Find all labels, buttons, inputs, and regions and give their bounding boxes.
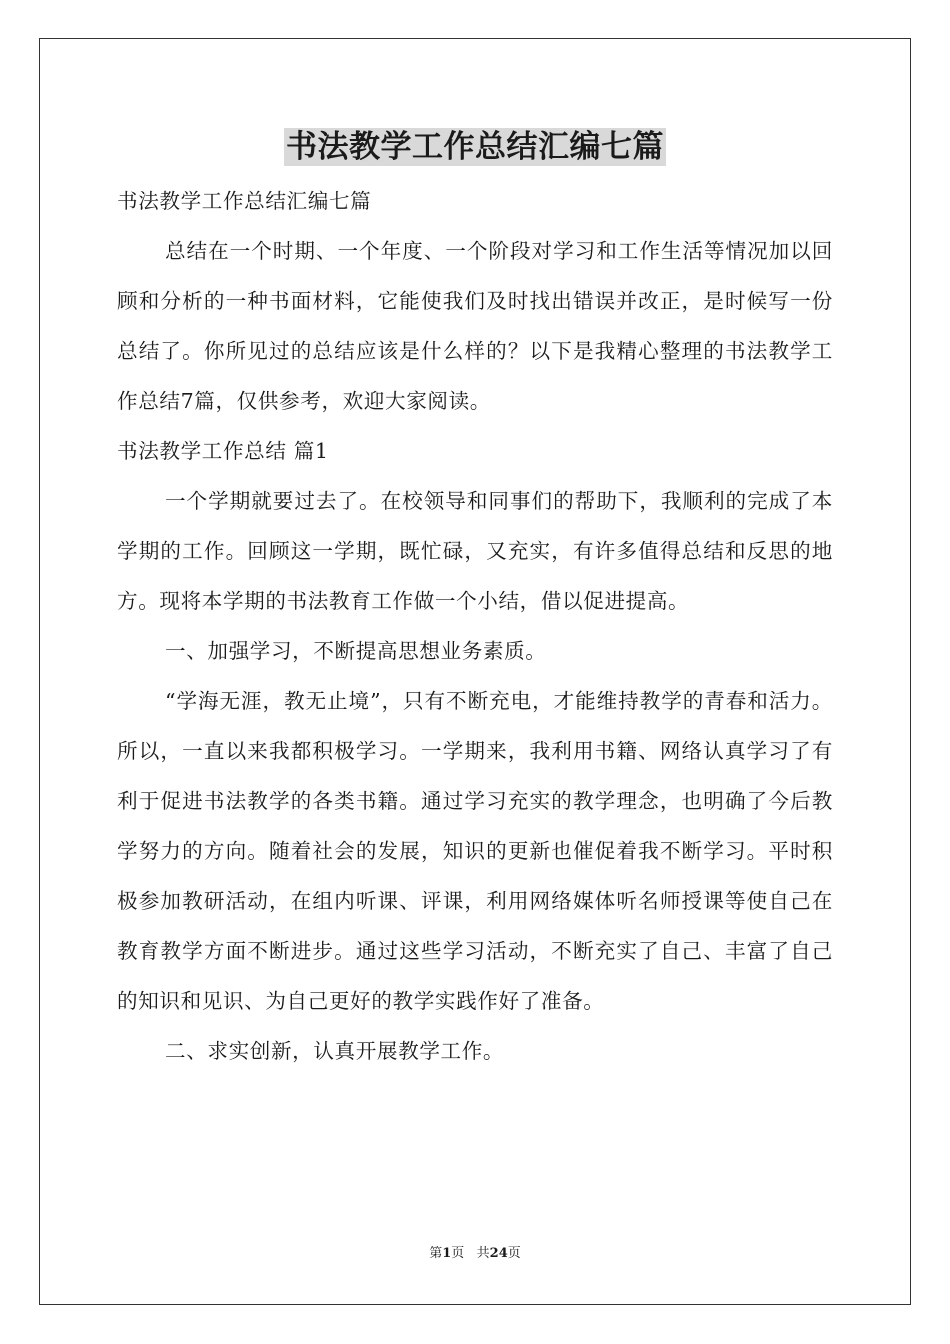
body-subheading: 二、求实创新，认真开展教学工作。 [165,1039,505,1063]
footer-page-prefix: 第 [429,1246,443,1261]
footer-total-pages: 24 [489,1246,508,1261]
body-paragraph: 一个学期就要过去了。在校领导和同事们的帮助下，我顺利的完成了本学期的工作。回顾这一学期，既忙碌，又充实，有许多值得总结和反思的地方。现将本学期的书法教育工作做一个小结，借以促进提高。 [117,489,833,613]
page-footer [0,1244,950,1264]
footer-page-mid: 页 共 [451,1246,490,1261]
footer-page-number: 1 [442,1246,452,1261]
body-paragraph: “学海无涯，教无止境”，只有不断充电，才能维持教学的青春和活力。所以，一直以来我都积极学习。一学期来，我利用书籍、网络认真学习了有利于促进书法教学的各类书籍。通过学习充实的教学理念，也明确了今后教学努力的方向。随着社会的发展，知识的更新也催促着我不断学习。平时积极参加教研活动，在组内听课、评课，利用网络媒体听名师授课等使自己在教育教学方面不断进步。通过这些学习活动，不断充实了自己、丰富了自己的知识和见识、为自己更好的教学实践作好了准备。 [117,689,833,1013]
document-subtitle: 书法教学工作总结汇编七篇 [117,189,372,213]
intro-paragraph: 总结在一个时期、一个年度、一个阶段对学习和工作生活等情况加以回顾和分析的一种书面材料，它能使我们及时找出错误并改正，是时候写一份总结了。你所见过的总结应该是什么样的？以下是我精心整理的书法教学工作总结7篇，仅供参考，欢迎大家阅读。 [117,239,833,413]
title-container [0,128,950,166]
footer-page-suffix: 页 [507,1246,521,1261]
section-heading: 书法教学工作总结 篇1 [117,439,329,463]
document-body [117,176,833,1076]
document-title: 书法教学工作总结汇编七篇 [286,129,664,165]
body-subheading: 一、加强学习，不断提高思想业务素质。 [165,639,547,663]
